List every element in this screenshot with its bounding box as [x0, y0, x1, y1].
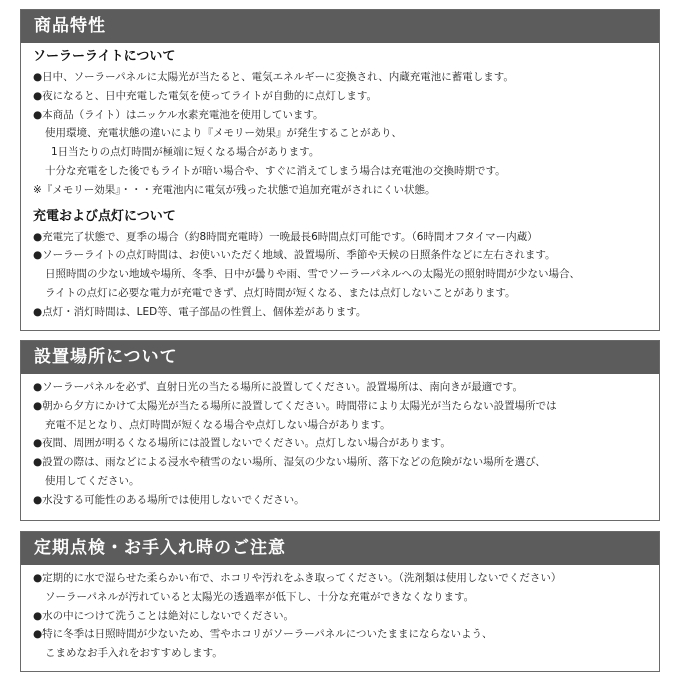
continuation-line: ライトの点灯に必要な電力が充電できず、点灯時間が短くなる、または点灯しないことがあります。	[45, 286, 516, 299]
continuation-line: 充電不足となり、点灯時間が短くなる場合や点灯しない場合があります。	[45, 418, 391, 431]
continuation-line: 使用してください。	[45, 474, 140, 487]
continuation-line: 1日当たりの点灯時間が極端に短くなる場合があります。	[51, 146, 320, 159]
continuation-line: 日照時間の少ない地域や場所、冬季、日中が曇りや雨、雪でソーラーパネルへの太陽光の照射時間が少ない場合、	[45, 268, 580, 281]
section-body	[21, 43, 659, 322]
maintenance-caution-section	[20, 531, 660, 672]
bullet-line: ●点灯・消灯時間は、LED等、電子部品の性質上、個体差があります。	[33, 305, 367, 318]
bullet-line: ●特に冬季は日照時間が少ないため、雪やホコリがソーラーパネルについたままにならないよう、	[33, 628, 493, 641]
bullet-line: ●夜間、周囲が明るくなる場所には設置しないでください。点灯しない場合があります。	[33, 437, 451, 450]
bullet-line: ●設置の際は、雨などによる浸水や積雪のない場所、湿気の少ない場所、落下などの危険がない場所を選び、	[33, 456, 546, 469]
section-title: 定期点検・お手入れ時のご注意	[21, 532, 659, 565]
section-title: 商品特性	[21, 10, 659, 43]
subsection-heading-solar-light: ソーラーライトについて	[33, 49, 176, 64]
product-features-section	[20, 9, 660, 331]
bullet-line: ●水の中につけて洗うことは絶対にしないでください。	[33, 609, 294, 622]
continuation-line: ソーラーパネルが汚れていると太陽光の透過率が低下し、十分な充電ができなくなります。	[45, 590, 475, 603]
bullet-line: ●定期的に水で湿らせた柔らかい布で、ホコリや汚れをふき取ってください。（洗剤類は使用しないでください）	[33, 572, 562, 584]
bullet-line: ●朝から夕方にかけて太陽光が当たる場所に設置してください。時間帯により太陽光が当たらない設置場所では	[33, 399, 557, 412]
bullet-line: ●本商品（ライト）はニッケル水素充電池を使用しています。	[33, 108, 324, 121]
bullet-line: ●充電完了状態で、夏季の場合（約8時間充電時）一晩最長6時間点灯可能です。（6時間オフタイマー内蔵）	[33, 230, 538, 243]
subsection-heading-charging: 充電および点灯について	[33, 208, 176, 224]
continuation-line: こまめなお手入れをおすすめします。	[45, 647, 223, 660]
section-body	[21, 374, 659, 510]
bullet-line: ●日中、ソーラーパネルに太陽光が当たると、電気エネルギーに変換され、内蔵充電池に蓄電します。	[33, 71, 514, 83]
note-line: ※『メモリー効果』・・・充電池内に電気が残った状態で追加充電がされにくい状態。	[33, 183, 436, 196]
bullet-line: ●ソーラーパネルを必ず、直射日光の当たる場所に設置してください。設置場所は、南向きが最適です。	[33, 381, 523, 393]
bullet-line: ●ソーラーライトの点灯時間は、お使いいただく地域、設置場所、季節や天候の日照条件などに左右されます。	[33, 249, 556, 262]
installation-location-section	[20, 340, 660, 521]
continuation-line: 使用環境、充電状態の違いにより『メモリー効果』が発生することがあり、	[45, 127, 402, 140]
bullet-line: ●夜になると、日中充電した電気を使ってライトが自動的に点灯します。	[33, 89, 378, 102]
section-title: 設置場所について	[21, 341, 659, 374]
section-body	[21, 565, 659, 663]
bullet-line: ●水没する可能性のある場所では使用しないでください。	[33, 493, 305, 506]
continuation-line: 十分な充電をした後でもライトが暗い場合や、すぐに消えてしまう場合は充電池の交換時期です。	[45, 164, 506, 177]
